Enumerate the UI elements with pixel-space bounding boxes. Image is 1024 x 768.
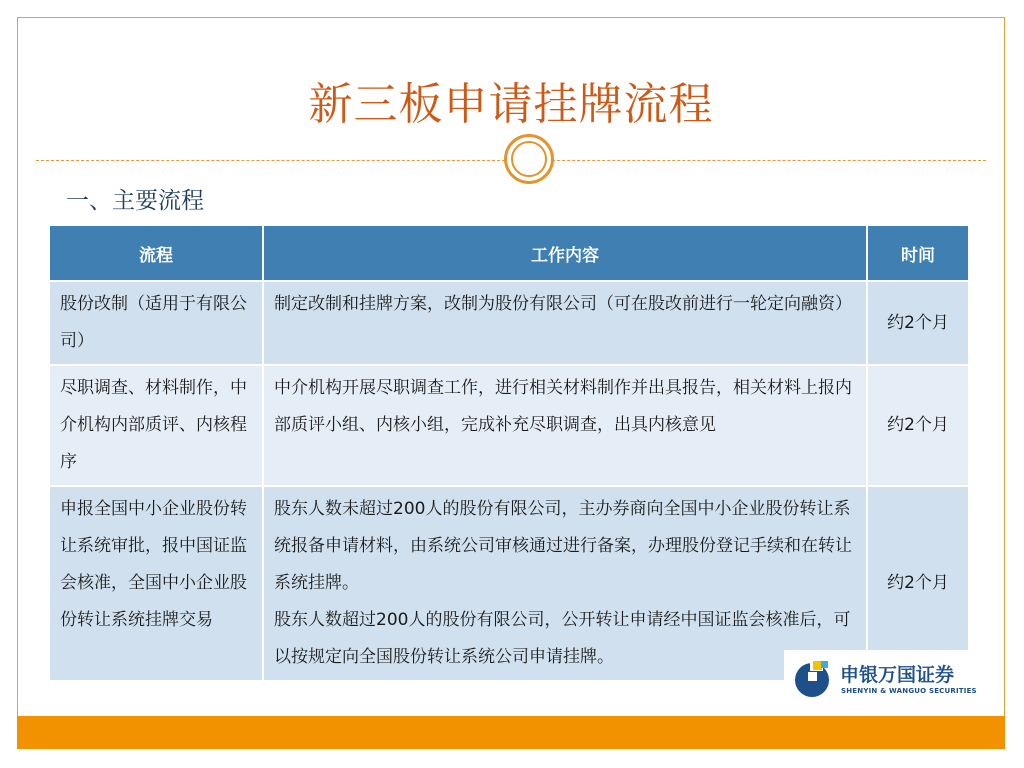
slide-title: 新三板申请挂牌流程 [308,79,714,130]
shenyin-wanguo-logo-icon [790,656,834,700]
cell-content: 中介机构开展尽职调查工作，进行相关材料制作并出具报告，相关材料上报内部质评小组、内核小组，完成补充尽职调查，出具内核意见 [263,365,867,486]
cell-process: 申报全国中小企业股份转让系统审批，报中国证监会核准，全国中小企业股份转让系统挂牌交易 [49,486,263,681]
cell-content: 制定改制和挂牌方案，改制为股份有限公司（可在股改前进行一轮定向融资） [263,281,867,365]
section-title: 一、主要流程 [66,188,204,214]
cell-process: 股份改制（适用于有限公司） [49,281,263,365]
company-logo [784,650,980,706]
table-row [49,281,969,365]
footer-bar [17,716,1005,749]
cell-time: 约2个月 [867,365,969,486]
header-content: 工作内容 [263,225,867,281]
cell-content-paragraph-1: 股东人数未超过200人的股份有限公司，主办券商向全国中小企业股份转让系统报备申请材料，由系统公司审核通过进行备案，办理股份登记手续和在转让系统挂牌。 [274,499,852,593]
cell-time: 约2个月 [867,486,969,681]
logo-name-en: SHENYIN & WANGUO SECURITIES [841,687,977,695]
cell-time: 约2个月 [867,281,969,365]
ring-ornament-icon [504,134,554,184]
cell-content-paragraph-2: 股东人数超过200人的股份有限公司，公开转让申请经中国证监会核准后，可以按规定向全国股份转让系统公司申请挂牌。 [274,610,851,667]
header-time: 时间 [867,225,969,281]
cell-process: 尽职调查、材料制作，中介机构内部质评、内核程序 [49,365,263,486]
table-row [49,365,969,486]
process-table [48,224,970,682]
table-header-row [49,225,969,281]
cell-content [263,486,867,681]
logo-name-cn: 申银万国证券 [840,664,955,686]
header-process: 流程 [49,225,263,281]
